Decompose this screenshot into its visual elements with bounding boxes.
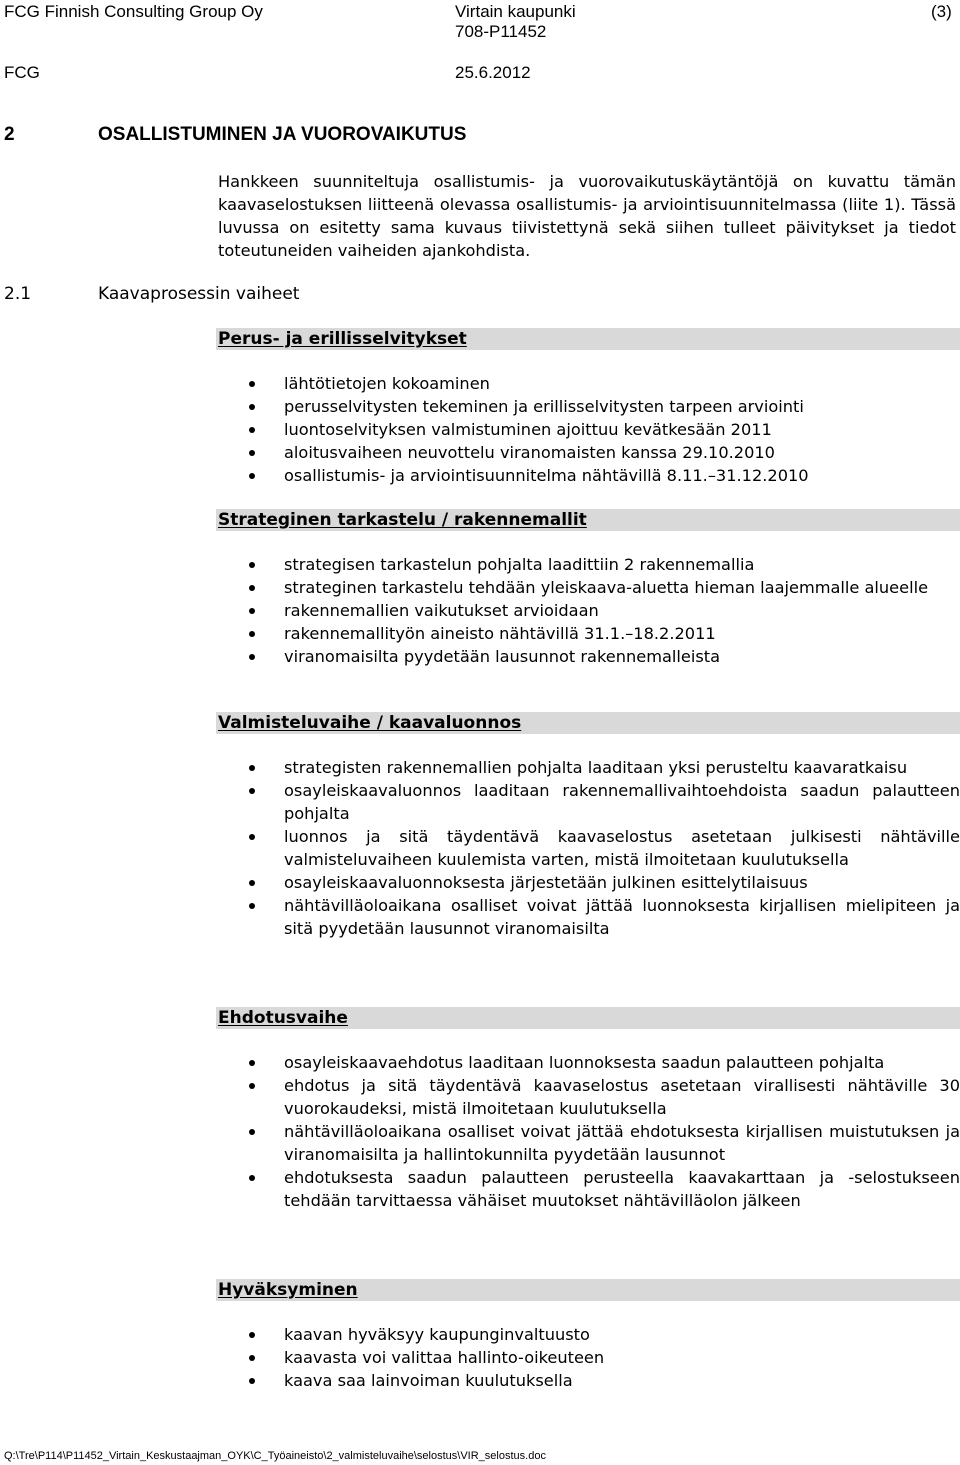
list-item: kaavan hyväksyy kaupunginvaltuusto bbox=[216, 1323, 960, 1346]
header-company: FCG Finnish Consulting Group Oy bbox=[4, 2, 263, 21]
list-item: osayleiskaavaluonnoksesta järjestetään julkinen esittelytilaisuus bbox=[216, 871, 960, 894]
list-item: nähtävilläoloaikana osalliset voivat jättää ehdotuksesta kirjallisen muistutuksen ja viranomaisilta ja hallintokunnilta pyydetään lausunnot bbox=[216, 1120, 960, 1166]
bullet-icon bbox=[249, 880, 255, 886]
bullet-icon bbox=[249, 427, 255, 433]
header-project-number: 708-P11452 bbox=[455, 22, 547, 41]
section-strateginen-tarkastelu bbox=[216, 509, 960, 668]
header-date: 25.6.2012 bbox=[455, 63, 531, 82]
bullet-icon bbox=[249, 654, 255, 660]
list-item: viranomaisilta pyydetään lausunnot rakennemalleista bbox=[216, 645, 960, 668]
bullet-icon bbox=[249, 1378, 255, 1384]
bullet-icon bbox=[249, 473, 255, 479]
bullet-list bbox=[216, 372, 960, 487]
list-item: osayleiskaavaehdotus laaditaan luonnoksesta saadun palautteen pohjalta bbox=[216, 1051, 960, 1074]
bullet-icon bbox=[249, 1175, 255, 1181]
subheading-number: 2.1 bbox=[4, 284, 32, 304]
bullet-icon bbox=[249, 1332, 255, 1338]
list-item: nähtävilläoloaikana osalliset voivat jättää luonnoksesta kirjallisen mielipiteen ja sitä pyydetään lausunnot viranomaisilta bbox=[216, 894, 960, 940]
bullet-icon bbox=[249, 834, 255, 840]
bullet-icon bbox=[249, 1083, 255, 1089]
section-title: Strateginen tarkastelu / rakennemallit bbox=[216, 509, 960, 531]
section-title: Ehdotusvaihe bbox=[216, 1007, 960, 1029]
bullet-list bbox=[216, 553, 960, 668]
bullet-icon bbox=[249, 450, 255, 456]
section-title: Valmisteluvaihe / kaavaluonnos bbox=[216, 712, 960, 734]
bullet-icon bbox=[249, 1355, 255, 1361]
header-client: Virtain kaupunki bbox=[455, 2, 576, 21]
bullet-icon bbox=[249, 903, 255, 909]
list-item: lähtötietojen kokoaminen bbox=[216, 372, 960, 395]
list-item: rakennemallien vaikutukset arvioidaan bbox=[216, 599, 960, 622]
bullet-icon bbox=[249, 1060, 255, 1066]
bullet-list bbox=[216, 1051, 960, 1212]
section-title: Hyväksyminen bbox=[216, 1279, 960, 1301]
bullet-icon bbox=[249, 608, 255, 614]
list-item: luonnos ja sitä täydentävä kaavaselostus asetetaan julkisesti nähtäville valmisteluvaiheen kuulemista varten, mistä ilmoitetaan kuulutuksella bbox=[216, 825, 960, 871]
list-item: ehdotuksesta saadun palautteen perusteella kaavakarttaan ja -selostukseen tehdään tarvittaessa vähäiset muutokset nähtävilläolon jälkeen bbox=[216, 1166, 960, 1212]
bullet-icon bbox=[249, 1129, 255, 1135]
bullet-list bbox=[216, 756, 960, 940]
list-item: kaavasta voi valittaa hallinto-oikeuteen bbox=[216, 1346, 960, 1369]
list-item: perusselvitysten tekeminen ja erillisselvitysten tarpeen arviointi bbox=[216, 395, 960, 418]
list-item: luontoselvityksen valmistuminen ajoittuu kevätkesään 2011 bbox=[216, 418, 960, 441]
list-item: kaava saa lainvoiman kuulutuksella bbox=[216, 1369, 960, 1392]
section-perusselvitykset bbox=[216, 328, 960, 487]
subheading-title: Kaavaprosessin vaiheet bbox=[98, 284, 300, 304]
bullet-icon bbox=[249, 381, 255, 387]
section-title: Perus- ja erillisselvitykset bbox=[216, 328, 960, 350]
intro-paragraph bbox=[218, 170, 956, 262]
list-item: strategisen tarkastelun pohjalta laadittiin 2 rakennemallia bbox=[216, 553, 960, 576]
list-item: osallistumis- ja arviointisuunnitelma nähtävillä 8.11.–31.12.2010 bbox=[216, 464, 960, 487]
list-item: strategisten rakennemallien pohjalta laaditaan yksi perusteltu kaavaratkaisu bbox=[216, 756, 960, 779]
list-item: aloitusvaiheen neuvottelu viranomaisten kanssa 29.10.2010 bbox=[216, 441, 960, 464]
bullet-icon bbox=[249, 404, 255, 410]
bullet-icon bbox=[249, 562, 255, 568]
heading-number: 2 bbox=[4, 124, 15, 145]
section-valmisteluvaihe bbox=[216, 712, 960, 940]
list-item: osayleiskaavaluonnos laaditaan rakennemallivaihtoehdoista saadun palautteen pohjalta bbox=[216, 779, 960, 825]
header-abbrev: FCG bbox=[4, 63, 40, 82]
bullet-icon bbox=[249, 631, 255, 637]
list-item: rakennemallityön aineisto nähtävillä 31.1.–18.2.2011 bbox=[216, 622, 960, 645]
section-ehdotusvaihe bbox=[216, 1007, 960, 1212]
bullet-icon bbox=[249, 585, 255, 591]
heading-title: OSALLISTUMINEN JA VUOROVAIKUTUS bbox=[98, 124, 467, 145]
bullet-list bbox=[216, 1323, 960, 1392]
list-item: strateginen tarkastelu tehdään yleiskaava-aluetta hieman laajemmalle alueelle bbox=[216, 576, 960, 599]
bullet-icon bbox=[249, 765, 255, 771]
section-hyvaksyminen bbox=[216, 1279, 960, 1392]
bullet-icon bbox=[249, 788, 255, 794]
list-item: ehdotus ja sitä täydentävä kaavaselostus asetetaan virallisesti nähtäville 30 vuorokaudeksi, mistä ilmoitetaan kuulutuksella bbox=[216, 1074, 960, 1120]
intro-text: Hankkeen suunniteltuja osallistumis- ja vuorovaikutuskäytäntöjä on kuvattu tämän kaavaselostuksen liitteenä olevassa osallistumis- ja arviointisuunnitelmassa (liite 1). Tässä luvussa on esitetty sama kuvaus tiivistettynä sekä siihen tulleet päivitykset ja tiedot toteutuneiden vaiheiden ajankohdista. bbox=[218, 172, 956, 260]
header-page-number: (3) bbox=[931, 2, 952, 21]
footer-file-path: Q:\Tre\P114\P11452_Virtain_Keskustaajman_OYK\C_Työaineisto\2_valmisteluvaihe\selostus\VIR_selostus.doc bbox=[4, 1450, 546, 1462]
